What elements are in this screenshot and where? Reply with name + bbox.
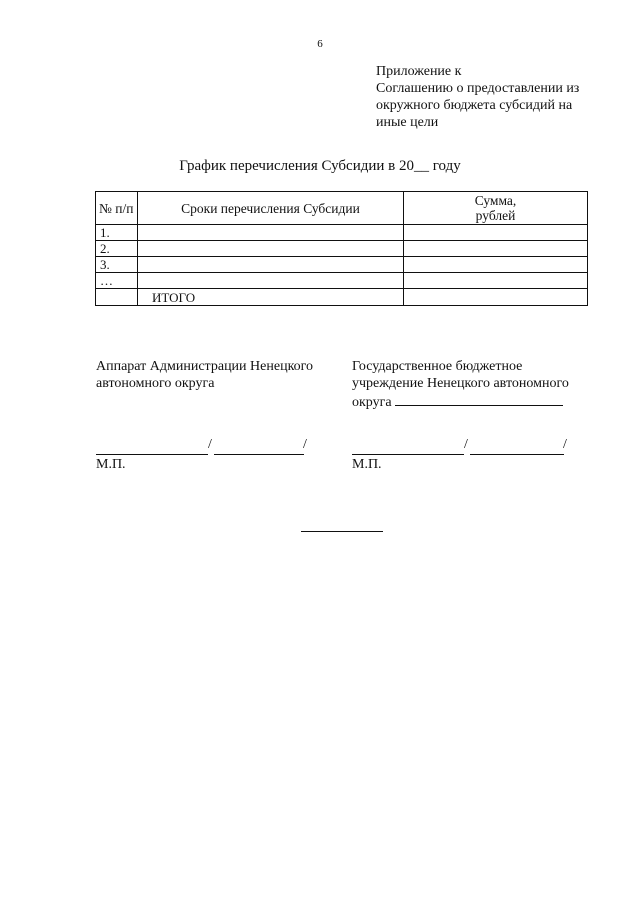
- appendix-line-3: окружного бюджета субсидий на: [376, 98, 573, 113]
- row-number: 3.: [96, 257, 138, 273]
- table-header-row: [96, 192, 588, 225]
- appendix-line-2: Соглашению о предоставлении из: [376, 81, 580, 96]
- right-org-line-3: [352, 392, 592, 411]
- header-number: № п/п: [96, 192, 138, 225]
- left-signature-line: [96, 438, 208, 455]
- right-name-line: [470, 438, 564, 455]
- appendix-line-1: Приложение к: [376, 64, 462, 79]
- header-sum-line-1: Сумма,: [474, 193, 517, 208]
- left-signature-slash-2: /: [303, 437, 307, 452]
- row-sum: [404, 225, 588, 241]
- total-label: ИТОГО: [138, 289, 404, 306]
- right-signature-line: [352, 438, 464, 455]
- right-org-line-2: учреждение Ненецкого автономного: [352, 376, 569, 391]
- row-sum: [404, 257, 588, 273]
- row-sum: [404, 273, 588, 289]
- row-terms: [138, 257, 404, 273]
- right-organization: [352, 358, 592, 411]
- row-sum: [404, 241, 588, 257]
- row-number: 1.: [96, 225, 138, 241]
- right-org-line-3-text: округа: [352, 395, 392, 410]
- organization-name-fill-line: [395, 392, 563, 406]
- right-stamp-label: М.П.: [352, 457, 382, 472]
- row-number: 2.: [96, 241, 138, 257]
- left-name-line: [214, 438, 304, 455]
- row-number: …: [96, 273, 138, 289]
- header-sum: [404, 192, 588, 225]
- table-row: [96, 257, 588, 273]
- page-number: 6: [317, 38, 323, 50]
- document-title: График перечисления Субсидии в 20__ году: [179, 158, 461, 174]
- right-signature-slash-1: /: [464, 437, 468, 452]
- left-org-line-2: автономного округа: [96, 376, 215, 391]
- row-terms: [138, 225, 404, 241]
- right-signature-slash-2: /: [563, 437, 567, 452]
- left-org-line-1: Аппарат Администрации Ненецкого: [96, 359, 314, 374]
- table-row: [96, 225, 588, 241]
- right-org-line-1: Государственное бюджетное: [352, 359, 523, 374]
- row-terms: [138, 273, 404, 289]
- left-stamp-label: М.П.: [96, 457, 126, 472]
- document-end-line: [301, 531, 383, 532]
- left-organization: [96, 358, 336, 392]
- left-signature-slash-1: /: [208, 437, 212, 452]
- row-terms: [138, 241, 404, 257]
- appendix-line-4: иные цели: [376, 115, 439, 130]
- table-total-row: [96, 289, 588, 306]
- table-row: [96, 241, 588, 257]
- total-sum-cell: [404, 289, 588, 306]
- header-terms: Сроки перечисления Субсидии: [138, 192, 404, 225]
- payment-schedule-table: [95, 191, 588, 306]
- appendix-caption: [376, 63, 616, 131]
- total-number-cell: [96, 289, 138, 306]
- header-sum-line-2: рублей: [475, 208, 516, 223]
- table-row: [96, 273, 588, 289]
